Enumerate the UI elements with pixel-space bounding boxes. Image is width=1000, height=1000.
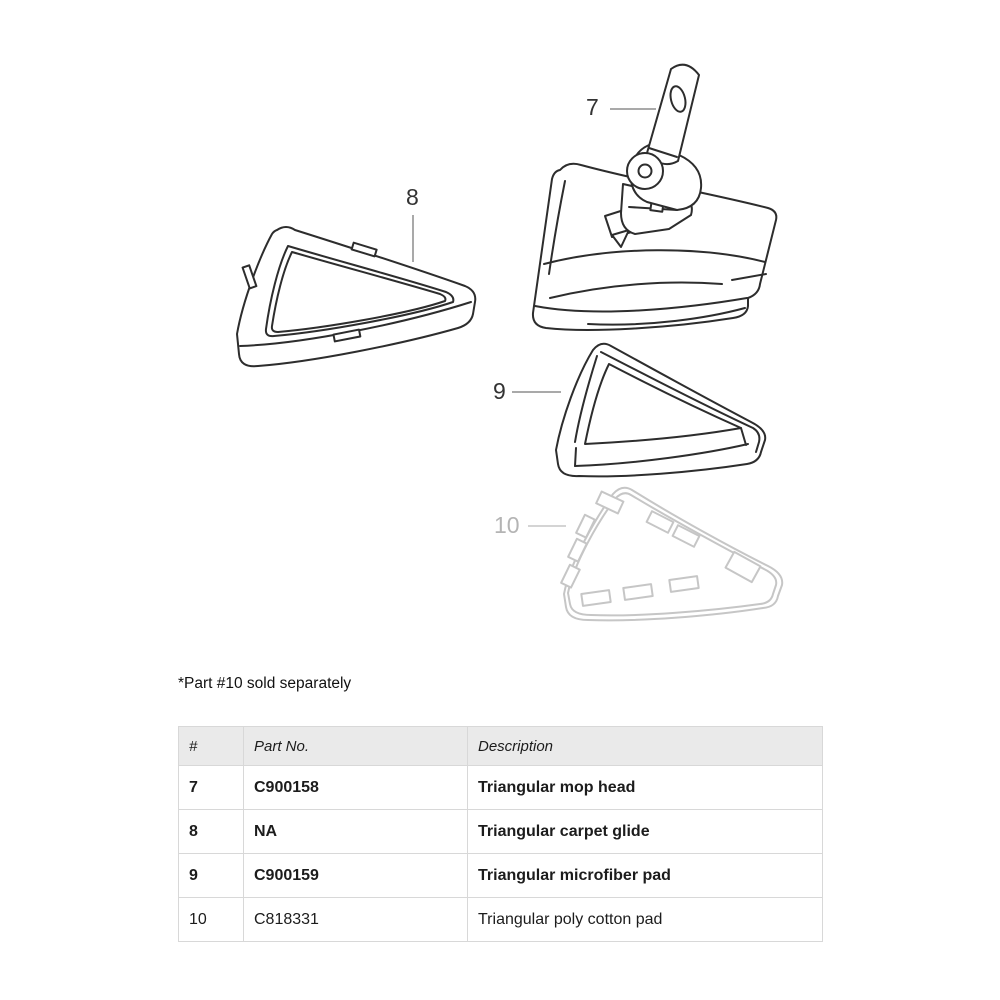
swivel-joint-pin: [639, 165, 652, 178]
parts-table: [178, 726, 823, 942]
cell-description: Triangular poly cotton pad: [468, 898, 823, 942]
part-label-8: 8: [406, 184, 419, 210]
mop-head-illustration: [528, 56, 780, 334]
table-row: [179, 766, 823, 810]
cell-num: 9: [179, 854, 244, 898]
cotton-pad-tab: [581, 590, 610, 606]
cell-part-no: C900159: [244, 854, 468, 898]
cell-description: Triangular carpet glide: [468, 810, 823, 854]
table-row: [179, 854, 823, 898]
cell-num: 8: [179, 810, 244, 854]
part-label-10: 10: [494, 512, 520, 538]
leader-line-7: [610, 108, 656, 110]
leader-line-10: [528, 525, 566, 527]
table-row: [179, 898, 823, 942]
cell-description: Triangular mop head: [468, 766, 823, 810]
cell-part-no: C900158: [244, 766, 468, 810]
microfiber-pad-illustration: [545, 338, 777, 488]
footnote: *Part #10 sold separately: [178, 675, 352, 692]
part-label-9: 9: [493, 378, 506, 404]
leader-line-9: [512, 391, 561, 393]
cell-description: Triangular microfiber pad: [468, 854, 823, 898]
poly-cotton-pad-illustration: [552, 480, 800, 625]
col-header-num: #: [179, 727, 244, 766]
table-header-row: [179, 727, 823, 766]
col-header-part-no: Part No.: [244, 727, 468, 766]
cell-num: 7: [179, 766, 244, 810]
carpet-glide-illustration: [222, 220, 490, 372]
cell-part-no: C818331: [244, 898, 468, 942]
table-row: [179, 810, 823, 854]
col-header-description: Description: [468, 727, 823, 766]
cell-num: 10: [179, 898, 244, 942]
cotton-pad-tab: [669, 576, 698, 592]
leader-line-8: [412, 215, 414, 262]
cotton-pad-tab: [623, 584, 652, 600]
part-label-7: 7: [586, 94, 599, 120]
pad-band-left-end: [575, 448, 576, 466]
cell-part-no: NA: [244, 810, 468, 854]
